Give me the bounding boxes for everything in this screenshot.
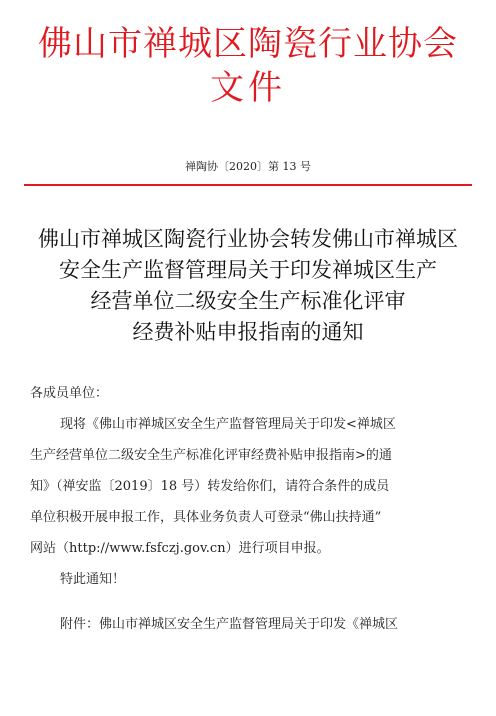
document-type: 文件 (210, 68, 286, 108)
document-header (0, 22, 496, 110)
paragraph-line: 知》（禅安监〔2019〕18 号）转发给你们，请符合条件的成员 (30, 479, 390, 494)
paragraph-line: 单位积极开展申报工作，具体业务负责人可登录“佛山扶持通” (30, 510, 382, 525)
paragraph-line: 现将《佛山市禅城区安全生产监督管理局关于印发<禅城区 (60, 417, 396, 432)
issuing-organization: 佛山市禅城区陶瓷行业协会 (38, 24, 458, 64)
salutation: 各成员单位： (30, 386, 109, 401)
attachment-line: 附件：佛山市禅城区安全生产监督管理局关于印发《禅城区 (60, 617, 399, 632)
document-body (30, 378, 478, 640)
closing-line: 特此通知！ (60, 572, 126, 587)
title-line: 经营单位二级安全生产标准化评审 (90, 289, 406, 313)
header-divider (24, 184, 472, 186)
paragraph-line: 生产经营单位二级安全生产标准化评审经费补贴申报指南>的通 (30, 448, 392, 463)
title-line: 佛山市禅城区陶瓷行业协会转发佛山市禅城区 (38, 227, 458, 251)
paragraph-line: 网站（http://www.fsfczj.gov.cn）进行项目申报。 (30, 541, 330, 556)
title-line: 经费补贴申报指南的通知 (132, 320, 364, 344)
document-number: 禅陶协〔2020〕第 13 号 (185, 160, 311, 173)
document-title (20, 224, 476, 348)
title-line: 安全生产监督管理局关于印发禅城区生产 (59, 258, 437, 282)
